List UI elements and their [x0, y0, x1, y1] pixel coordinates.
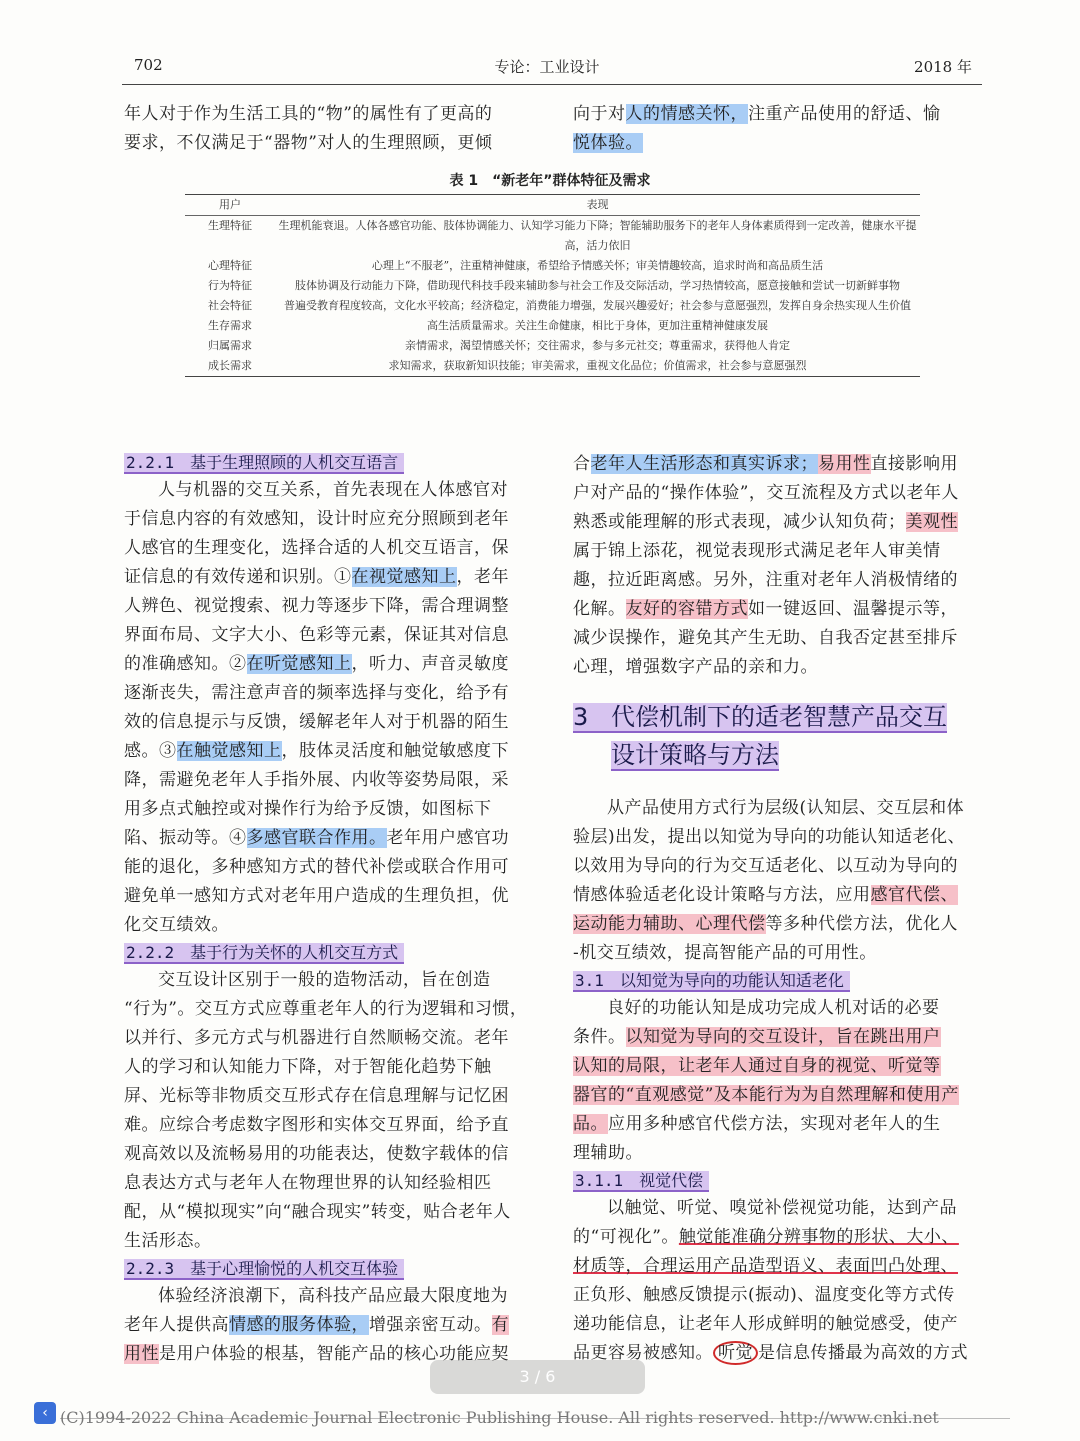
running-header: [122, 56, 972, 80]
text: 是用户体验的根基，智能产品的核心功能应契: [159, 1344, 509, 1364]
highlight: 有: [491, 1315, 509, 1335]
text: ，老年: [456, 567, 509, 587]
header-rule: [122, 84, 982, 85]
table-row: [185, 296, 920, 316]
table-row: [185, 216, 920, 257]
page-number: 702: [134, 56, 163, 74]
para-line: 验层)出发，提出以知觉为导向的功能认知适老化、: [573, 827, 966, 847]
para-line: 观高效以及流畅易用的功能表达，使数字载体的信: [124, 1144, 509, 1164]
intro-left-line-2: 要求，不仅满足于“器物”对人的生理照顾，更倾: [124, 133, 493, 153]
row-value: 生理机能衰退。人体各感官功能、肢体协调能力、认知学习能力下降；智能辅助服务下的老年人身体素质得到一定改善，健康水平提高，活力依旧: [278, 219, 917, 252]
section-title: 2.2.3 基于心理愉悦的人机交互体验: [124, 1259, 404, 1280]
table-header: 用户: [185, 195, 275, 216]
para-line: 用多点式触控或对操作行为给予反馈，如图标下: [124, 799, 492, 819]
para-line: 体验经济浪潮下，高科技产品应最大限度地为: [158, 1286, 508, 1306]
journal-section: 专论：工业设计: [494, 58, 600, 76]
text: ，听力、声音灵敏度: [351, 654, 509, 674]
table-row: [185, 256, 920, 276]
para-line: 正负形、触感反馈提示(振动)、温度变化等方式传: [573, 1285, 955, 1305]
para-line: 生活形态。: [124, 1231, 212, 1251]
highlight: 在触觉感知上: [176, 741, 282, 761]
page-indicator: 3 / 6: [430, 1360, 645, 1394]
para-line: 避免单一感知方式对老年用户造成的生理负担，优: [124, 886, 509, 906]
text: 合: [573, 454, 591, 474]
copyright-footer: (C)1994-2022 China Academic Journal Electronic Publishing House. All rights reserved. http://www.cnki.net: [60, 1408, 939, 1427]
text: 的“可视化”。: [573, 1227, 679, 1247]
highlight: 认知的局限，让老年人通过自身的视觉、听觉等: [573, 1056, 941, 1076]
highlight: 品。: [573, 1114, 608, 1134]
row-value: 普遍受教育程度较高，文化水平较高；经济稳定，消费能力增强，发展兴趣爱好；社会参与意愿强烈，发挥自身余热实现人生价值: [284, 299, 911, 312]
section-2-2-3: [124, 1256, 536, 1282]
row-value: 高生活质量需求。关注生命健康，相比于身体，更加注重精神健康发展: [427, 319, 768, 332]
text: 直接影响用: [870, 454, 958, 474]
table-row: [185, 276, 920, 296]
text: 老年用户感官功: [386, 828, 509, 848]
para-line: 人的学习和认知能力下降，对于智能化趋势下触: [124, 1057, 492, 1077]
feature-table: [185, 194, 920, 377]
text: 注重产品使用的舒适、愉: [748, 104, 941, 124]
highlight: 在听觉感知上: [246, 654, 352, 674]
text: 证信息的有效传递和识别。①: [124, 567, 352, 587]
para-line: 配，从“模拟现实”向“融合现实”转变，贴合老年人: [124, 1202, 511, 1222]
para-line: 息表达方式与老年人在物理世界的认知经验相匹: [124, 1173, 492, 1193]
para-line: 良好的功能认知是成功完成人机对话的必要: [607, 998, 940, 1018]
section-3-1-1: [573, 1168, 983, 1194]
section-3-1: [573, 968, 983, 994]
para-line: 人感官的生理变化，选择合适的人机交互语言，保: [124, 538, 509, 558]
para-line: 界面布局、文字大小、色彩等元素，保证其对信息: [124, 625, 509, 645]
intro-right: [573, 100, 983, 158]
text: 增强亲密互动。: [369, 1315, 492, 1335]
para-line: 化交互绩效。: [124, 915, 229, 935]
section-2-2-2: [124, 940, 536, 966]
text: 如一键返回、温馨提示等，: [748, 599, 958, 619]
chevron-left-icon[interactable]: ‹: [34, 1402, 56, 1424]
highlight: 用性: [124, 1344, 159, 1364]
text: 熟悉或能理解的形式表现，减少认知负荷；: [573, 512, 906, 532]
para-line: 趣，拉近距离感。另外，注重对老年人消极情绪的: [573, 570, 958, 590]
para-line: 逐渐丧失，需注意声音的频率选择与变化，给予有: [124, 683, 509, 703]
para-line: 难。应综合考虑数字图形和实体交互界面，给予直: [124, 1115, 509, 1135]
para-line: “行为”。交互方式应尊重老年人的行为逻辑和习惯，: [124, 999, 528, 1019]
text: 化解。: [573, 599, 626, 619]
para-line: 以效用为导向的行为交互适老化、以互动为导向的: [573, 856, 958, 876]
text: 应用多种感官代偿方法，实现对老年人的生: [608, 1114, 941, 1134]
table-header: 表现: [275, 195, 920, 216]
para-line: 理辅助。: [573, 1143, 643, 1163]
row-key: 社会特征: [208, 299, 252, 312]
table-title: 表 1 “新老年”群体特征及需求: [449, 173, 651, 189]
highlight: 美观性: [905, 512, 958, 532]
row-key: 成长需求: [185, 356, 275, 377]
para-line: 递功能信息，让老年人形成鲜明的触觉感受，使产: [573, 1314, 958, 1334]
row-key: 心理特征: [208, 259, 252, 272]
row-key: 生存需求: [208, 319, 252, 332]
highlight: 情感的服务体验，: [229, 1315, 369, 1335]
highlight: 易用性: [818, 454, 871, 474]
para-line: 能的退化，多种感知方式的替代补偿或联合作用可: [124, 857, 509, 877]
row-value: 肢体协调及行动能力下降，借助现代科技手段来辅助参与社会工作及交际活动，学习热情较高，愿意接触和尝试一切新鲜事物: [295, 279, 900, 292]
para-line: 从产品使用方式行为层级(认知层、交互层和体: [607, 798, 965, 818]
highlight: 老年人生活形态和真实诉求；: [590, 454, 818, 474]
text: 条件。: [573, 1027, 626, 1047]
para-line: 户对产品的“操作体验”，交互流程及方式以老年人: [573, 483, 959, 503]
para-line: 于信息内容的有效感知，设计时应充分照顾到老年: [124, 509, 509, 529]
para-line: 减少误操作，避免其产生无助、自我否定甚至排斥: [573, 628, 958, 648]
section-title: 2.2.1 基于生理照顾的人机交互语言: [124, 453, 404, 474]
section-title: 3.1 以知觉为导向的功能认知适老化: [573, 971, 850, 992]
row-value: 求知需求，获取新知识技能；审美需求，重视文化品位；价值需求，社会参与意愿强烈: [275, 356, 920, 377]
section-2-2-1: [124, 450, 536, 476]
para-line: 以触觉、听觉、嗅觉补偿视觉功能，达到产品: [607, 1198, 957, 1218]
left-column: [124, 450, 536, 1369]
section-title: 2.2.2 基于行为关怀的人机交互方式: [124, 943, 404, 964]
circled-word: 听觉: [713, 1341, 758, 1365]
section-title: 代偿机制下的适老智慧产品交互: [611, 703, 947, 731]
table-row: [185, 356, 920, 377]
text: 陷、振动等。④: [124, 828, 247, 848]
highlight: 感官代偿、: [870, 885, 958, 905]
text: 情感体验适老化设计策略与方法，应用: [573, 885, 871, 905]
row-value: 亲情需求，渴望情感关怀；交往需求，参与多元社交；尊重需求，获得他人肯定: [405, 339, 790, 352]
highlight: 器官的“直观感觉”及本能行为为自然理解和使用产: [573, 1085, 959, 1105]
text: ，肢体灵活度和触觉敏感度下: [281, 741, 509, 761]
para-line: 属于锦上添花，视觉表现形式满足老年人审美情: [573, 541, 941, 561]
highlight: 运动能力辅助、心理代偿: [573, 914, 766, 934]
para-line: 降，需避免老年人手指外展、内收等姿势局限，采: [124, 770, 509, 790]
para-line: 以并行、多元方式与机器进行自然顺畅交流。老年: [124, 1028, 509, 1048]
text: 等多种代偿方法，优化人: [765, 914, 958, 934]
text: 老年人提供高: [124, 1315, 229, 1335]
section-number: 3: [573, 703, 589, 731]
highlight: 以知觉为导向的交互设计，旨在跳出用户: [625, 1027, 941, 1047]
underline: 触觉能准确分辨事物的形状、大小、: [678, 1227, 959, 1247]
highlight: 人的情感关怀，: [625, 104, 748, 124]
para-line: 屏、光标等非物质交互形式存在信息理解与记忆困: [124, 1086, 509, 1106]
para-line: 效的信息提示与反馈，缓解老年人对于机器的陌生: [124, 712, 509, 732]
para-line: -机交互绩效，提高智能产品的可用性。: [573, 943, 877, 963]
row-value: 心理上“不服老”，注重精神健康，希望给予情感关怀；审美情趣较高，追求时尚和高品质生活: [371, 259, 824, 272]
para-line: 人辨色、视觉搜索、视力等逐步下降，需合理调整: [124, 596, 509, 616]
right-column: [573, 450, 983, 1368]
row-key: 生理特征: [208, 219, 252, 232]
section-title: 3.1.1 视觉代偿: [573, 1171, 709, 1192]
text: 是信息传播最为高效的方式: [758, 1343, 968, 1363]
highlight: 在视觉感知上: [351, 567, 457, 587]
para-line: 交互设计区别于一般的造物活动，旨在创造: [158, 970, 491, 990]
highlight: 友好的容错方式: [625, 599, 748, 619]
table-row: [185, 336, 920, 356]
para-line: 人与机器的交互关系，首先表现在人体感官对: [158, 480, 508, 500]
year: 2018 年: [914, 58, 972, 76]
text: 品更容易被感知。: [573, 1343, 713, 1363]
section-title-cont: 设计策略与方法: [611, 741, 779, 769]
row-key: 归属需求: [208, 339, 252, 352]
highlight: 悦体验。: [573, 133, 643, 153]
row-key: 行为特征: [208, 279, 252, 292]
text: 向于对: [573, 104, 626, 124]
table-row: [185, 316, 920, 336]
section-3-title: [573, 698, 983, 774]
intro-left-line-1: 年人对于作为生活工具的“物”的属性有了更高的: [124, 104, 493, 124]
text: 的准确感知。②: [124, 654, 247, 674]
highlight: 多感官联合作用。: [246, 828, 387, 848]
intro-left: [124, 100, 536, 158]
underline: 材质等，合理运用产品造型语义、表面凹凸处理、: [573, 1256, 958, 1276]
text: 感。③: [124, 741, 177, 761]
para-line: 心理，增强数字产品的亲和力。: [573, 657, 818, 677]
